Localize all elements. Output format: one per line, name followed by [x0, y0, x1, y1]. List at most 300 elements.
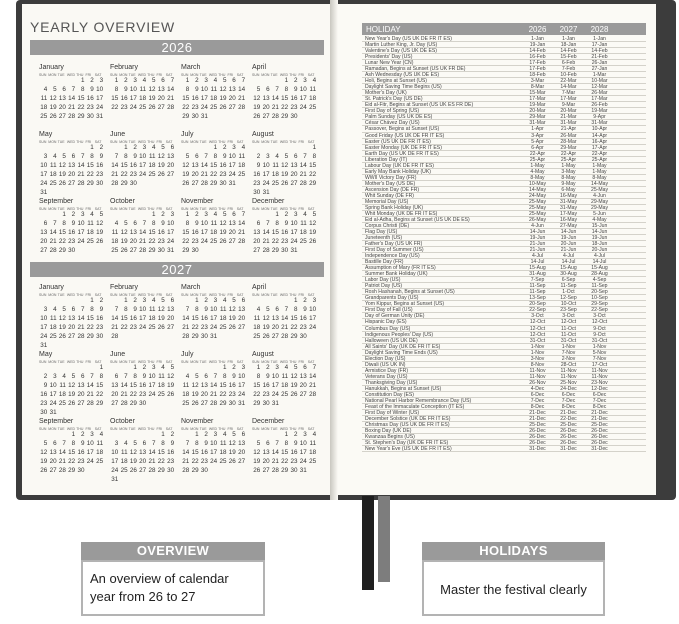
holiday-date: 1-Jan [593, 36, 606, 42]
holiday-name: Passover, Begins at Sunset (US) [365, 126, 440, 132]
holiday-date: 1-Jan [531, 36, 544, 42]
day-number: 15 [86, 315, 94, 322]
day-number: 6 [204, 373, 208, 380]
day-number: 19 [290, 382, 298, 389]
holiday-date: 6-Dec [530, 391, 545, 398]
day-number: 20 [49, 458, 57, 465]
holiday-date: 1-Mar [592, 72, 607, 79]
day-number: 14 [167, 86, 175, 93]
day-number: 22 [120, 171, 128, 178]
day-number: 17 [200, 229, 208, 236]
day-number: 8 [124, 306, 128, 313]
holiday-name: Holi, Begins at Sunset (US) [365, 78, 428, 84]
weekday-label: SAT [236, 73, 244, 77]
blank-day [67, 364, 76, 373]
day-number: 18 [309, 95, 317, 102]
day-number: 10 [139, 306, 147, 313]
day-number: 4 [161, 364, 165, 371]
day-number: 26 [96, 238, 104, 245]
day-number: 29 [182, 247, 190, 254]
holiday-name: Good Friday (US UK DE FR IT ES) [365, 132, 445, 138]
day-number: 13 [58, 95, 66, 102]
day-number: 25 [253, 333, 261, 340]
weekday-label: SAT [236, 293, 244, 297]
holiday-date: 14-May [529, 186, 546, 193]
day-number: 23 [200, 324, 208, 331]
day-number: 1 [284, 431, 289, 438]
weekday-label: SUN [39, 360, 47, 364]
day-number: 23 [86, 104, 94, 111]
day-number: 22 [253, 391, 261, 398]
holiday-date: 26-Dec [529, 434, 546, 441]
holiday-date: 20-Mar [529, 108, 546, 115]
holiday-date: 29-Sep [591, 301, 608, 308]
day-number: 17 [40, 324, 48, 331]
weekday-label: SUN [181, 73, 189, 77]
day-number: 18 [120, 458, 128, 465]
month-name: April [252, 284, 267, 291]
day-number: 5 [71, 373, 76, 380]
day-number: 19 [219, 229, 227, 236]
weekday-label: THU [147, 73, 155, 77]
holiday-date: 1-May [592, 162, 607, 169]
holiday-name: Daylight Saving Time Ends (US) [365, 349, 438, 355]
day-number: 23 [290, 104, 298, 111]
day-number: 8 [90, 153, 94, 160]
day-number: 13 [68, 162, 76, 169]
day-number: 16 [167, 449, 175, 456]
holiday-date: 12-Sep [560, 295, 577, 302]
holiday-date: 19-Jun [560, 235, 577, 242]
holiday-date: 1-Nov [530, 349, 545, 356]
day-number: 30 [200, 467, 208, 474]
day-number: 1 [256, 364, 261, 371]
day-number: 6 [161, 77, 165, 84]
day-number: 12 [253, 449, 261, 456]
weekday-label: SAT [307, 207, 315, 211]
holiday-date: 11-Nov [560, 373, 577, 380]
day-number: 30 [299, 333, 307, 340]
day-number: 1 [275, 211, 279, 218]
day-number: 25 [49, 333, 57, 340]
day-number: 22 [68, 458, 76, 465]
holiday-name: Independence Day (US) [365, 253, 420, 259]
day-number: 25 [219, 324, 227, 331]
holiday-name: Yom Kippur, Begins at Sunset (US) [365, 301, 445, 307]
holiday-date: 11-Nov [529, 373, 546, 380]
day-number: 15 [120, 162, 128, 169]
day-grid [181, 77, 251, 122]
day-number: 9 [142, 373, 147, 380]
weekday-label: MON [190, 427, 199, 431]
day-number: 24 [139, 171, 147, 178]
month-name: December [252, 418, 285, 425]
holiday-date: 26-Dec [529, 428, 546, 435]
weekday-label: WED [208, 73, 218, 77]
day-number: 26 [157, 324, 165, 331]
day-number: 13 [68, 315, 76, 322]
day-number: 30 [290, 467, 298, 474]
weekday-label: MON [119, 293, 128, 297]
day-number: 6 [62, 86, 66, 93]
day-number: 6 [43, 220, 48, 227]
day-number: 28 [139, 247, 147, 254]
blank-day [67, 77, 76, 86]
holiday-date: 1-Jan [562, 36, 575, 42]
holiday-date: 31-May [560, 198, 577, 205]
day-number: 22 [182, 104, 190, 111]
day-number: 26 [228, 458, 236, 465]
holiday-name: Labour Day (UK DE FR IT ES) [365, 162, 434, 168]
year-band-2026: 2026 [30, 40, 324, 55]
holiday-date: 7-Feb [561, 66, 576, 73]
day-number: 31 [228, 180, 236, 187]
day-number: 22 [111, 104, 119, 111]
holiday-name: Whit Monday (UK DE FR IT ES) [365, 210, 438, 216]
holiday-date: 27-May [560, 222, 577, 229]
holiday-date: 15-Mar [529, 90, 546, 97]
day-number: 4 [53, 153, 57, 160]
day-number: 5 [43, 440, 48, 447]
day-number: 22 [120, 324, 128, 331]
holiday-date: 5-Jun [593, 210, 606, 217]
day-number: 13 [139, 449, 147, 456]
day-number: 11 [309, 440, 317, 447]
holiday-date: 8-May [561, 174, 576, 181]
day-number: 28 [77, 333, 85, 340]
day-number: 28 [49, 247, 57, 254]
day-number: 20 [290, 171, 298, 178]
day-number: 23 [129, 171, 137, 178]
day-number: 18 [219, 449, 227, 456]
day-number: 13 [262, 449, 270, 456]
day-grid [39, 297, 109, 351]
day-number: 9 [204, 440, 208, 447]
day-number: 8 [312, 153, 317, 160]
day-number: 7 [284, 306, 289, 313]
day-number: 12 [281, 162, 289, 169]
holiday-date: 4-Jul [593, 253, 606, 260]
holiday-date: 22-Sep [591, 307, 608, 314]
day-number: 5 [222, 211, 227, 218]
day-number: 4 [90, 211, 94, 218]
holiday-date: 14-Apr [591, 132, 608, 139]
day-number: 13 [299, 373, 307, 380]
holiday-date: 25-Nov [560, 379, 577, 386]
holiday-date: 12-Oct [529, 319, 546, 326]
day-number: 7 [114, 306, 119, 313]
day-number: 1 [80, 77, 85, 84]
day-number: 19 [148, 95, 156, 102]
month-block [110, 351, 180, 418]
page-gutter [330, 0, 338, 500]
day-grid [181, 211, 251, 256]
day-number: 1 [124, 297, 128, 304]
day-number: 13 [290, 162, 298, 169]
day-number: 28 [182, 467, 190, 474]
day-number: 27 [262, 113, 270, 120]
day-number: 10 [111, 449, 119, 456]
day-number: 24 [49, 400, 57, 407]
holiday-date: 17-Mar [560, 96, 577, 103]
day-number: 29 [191, 333, 199, 340]
day-number: 7 [275, 440, 279, 447]
month-block [110, 64, 180, 131]
day-number: 5 [256, 440, 261, 447]
month-name: March [181, 284, 201, 291]
month-block [110, 284, 180, 351]
day-number: 12 [40, 449, 48, 456]
holiday-date: 18-Jun [591, 241, 608, 248]
weekday-label: SAT [236, 207, 244, 211]
day-number: 30 [96, 333, 104, 340]
day-number: 21 [309, 382, 317, 389]
day-number: 27 [68, 180, 76, 187]
blank-day [39, 297, 48, 306]
day-number: 22 [182, 238, 190, 245]
day-number: 11 [309, 86, 317, 93]
day-number: 10 [200, 220, 208, 227]
weekday-label: FRI [227, 293, 234, 297]
day-number: 18 [40, 104, 48, 111]
holiday-name: Early May Bank Holiday (UK) [365, 168, 431, 174]
day-number: 16 [290, 95, 298, 102]
holiday-name: Palm Sunday (US UK DE ES) [365, 114, 433, 120]
day-number: 13 [228, 220, 236, 227]
day-number: 21 [238, 229, 246, 236]
day-number: 19 [58, 324, 66, 331]
weekday-label: FRI [85, 360, 92, 364]
day-number: 18 [111, 238, 119, 245]
day-number: 12 [49, 95, 57, 102]
blank-day [252, 211, 261, 220]
blank-day [76, 364, 85, 373]
day-number: 4 [213, 77, 218, 84]
blank-day [280, 144, 289, 153]
day-number: 8 [124, 153, 128, 160]
weekday-label: SUN [252, 140, 260, 144]
day-number: 31 [299, 467, 307, 474]
day-number: 27 [157, 104, 165, 111]
day-number: 1 [195, 297, 199, 304]
holiday-name: Easter (US UK DE FR IT ES) [365, 138, 431, 144]
day-number: 16 [139, 382, 147, 389]
holiday-name: Summer Bank Holiday (UK) [365, 271, 428, 277]
day-grid [110, 77, 180, 113]
holiday-date: 17-May [560, 210, 577, 217]
day-number: 8 [256, 373, 261, 380]
holiday-name: Flag Day (US) [365, 229, 398, 235]
day-number: 7 [312, 364, 317, 371]
weekday-label: TUE [270, 207, 278, 211]
day-number: 3 [303, 431, 307, 438]
day-number: 20 [58, 104, 66, 111]
holiday-name: Halloween (US UK DE) [365, 337, 418, 343]
blank-day [261, 144, 270, 153]
blank-day [190, 144, 199, 153]
day-number: 16 [120, 95, 128, 102]
day-number: 26 [253, 113, 261, 120]
blank-day [181, 297, 190, 306]
blank-day [39, 364, 48, 373]
holidays-caption: Master the festival clearly [422, 560, 605, 616]
day-number: 15 [148, 229, 156, 236]
day-number: 11 [40, 95, 48, 102]
day-number: 22 [290, 324, 298, 331]
weekday-label: TUE [57, 427, 65, 431]
day-number: 14 [111, 162, 119, 169]
day-number: 8 [71, 440, 76, 447]
weekday-label: THU [218, 140, 226, 144]
day-number: 11 [253, 315, 261, 322]
weekday-label: MON [119, 73, 128, 77]
holiday-date: 16-May [560, 216, 577, 223]
day-number: 4 [241, 144, 246, 151]
day-number: 13 [191, 162, 199, 169]
day-number: 13 [167, 306, 175, 313]
weekday-label: MON [48, 293, 57, 297]
day-number: 18 [210, 95, 218, 102]
day-number: 12 [219, 86, 227, 93]
weekday-label: TUE [270, 73, 278, 77]
holiday-name: Father's Day (US UK FR) [365, 241, 423, 247]
weekday-label: WED [279, 293, 289, 297]
day-number: 11 [111, 229, 119, 236]
day-number: 24 [228, 171, 236, 178]
day-number: 22 [219, 391, 227, 398]
day-number: 28 [309, 391, 317, 398]
day-number: 10 [299, 86, 307, 93]
day-number: 7 [204, 153, 208, 160]
day-number: 17 [309, 315, 317, 322]
holiday-date: 24-Dec [560, 385, 577, 392]
holiday-date: 26-Feb [591, 102, 608, 109]
day-number: 9 [71, 220, 76, 227]
holiday-date: 17-Feb [529, 60, 546, 67]
blank-day [271, 431, 280, 440]
holiday-name: Hanukkah, Begins at Sunset (US) [365, 385, 442, 391]
day-number: 25 [299, 238, 307, 245]
weekday-label: WED [137, 140, 147, 144]
day-number: 10 [210, 306, 218, 313]
holiday-date: 8-Nov [530, 361, 545, 368]
holiday-date: 10-Sep [591, 295, 608, 302]
day-number: 6 [241, 431, 246, 438]
holiday-name: Eid al-Fitr, Begins at Sunset (US UK ES FR DE) [365, 102, 474, 108]
day-number: 13 [111, 382, 119, 389]
holiday-date: 3-Apr [531, 132, 544, 139]
weekday-label: SUN [252, 293, 260, 297]
day-number: 15 [182, 95, 190, 102]
day-number: 19 [129, 458, 137, 465]
holiday-date: 1-May [530, 162, 545, 169]
blank-day [76, 144, 85, 153]
day-number: 3 [99, 77, 104, 84]
day-number: 22 [129, 391, 137, 398]
month-name: September [39, 418, 74, 425]
day-number: 12 [157, 153, 165, 160]
day-number: 28 [210, 400, 218, 407]
day-number: 7 [142, 220, 147, 227]
day-number: 3 [293, 211, 298, 218]
day-number: 22 [281, 458, 289, 465]
day-number: 18 [139, 95, 147, 102]
holiday-date: 14-Jul [592, 259, 607, 266]
holiday-date: 20-Sep [529, 301, 546, 308]
weekday-label: FRI [298, 207, 305, 211]
holiday-date: 19-Mar [529, 102, 546, 109]
blank-day [58, 144, 67, 153]
day-number: 6 [53, 440, 57, 447]
day-grid [39, 364, 109, 418]
day-number: 27 [191, 180, 199, 187]
day-number: 10 [40, 315, 48, 322]
day-number: 14 [200, 162, 208, 169]
holiday-date: 11-Sep [529, 283, 546, 290]
holiday-date: 31-Oct [529, 337, 546, 344]
day-number: 19 [182, 171, 190, 178]
day-number: 24 [167, 238, 175, 245]
weekday-label: WED [66, 427, 76, 431]
day-number: 30 [40, 409, 48, 416]
month-name: May [39, 351, 53, 358]
day-number: 2 [170, 431, 175, 438]
holiday-date: 16-May [560, 192, 577, 199]
month-block [110, 131, 180, 198]
day-number: 19 [281, 171, 289, 178]
day-number: 24 [111, 467, 119, 474]
day-number: 4 [53, 306, 57, 313]
holiday-date: 25-Dec [529, 422, 546, 428]
day-number: 15 [129, 382, 137, 389]
day-number: 27 [238, 458, 246, 465]
day-number: 8 [222, 373, 227, 380]
holiday-date: 21-Dec [591, 415, 608, 422]
day-number: 19 [157, 162, 165, 169]
weekday-label: TUE [57, 140, 65, 144]
day-number: 22 [191, 324, 199, 331]
weekday-label: MON [119, 140, 128, 144]
day-grid [252, 364, 322, 409]
holiday-name: Mother's Day (US DE) [365, 180, 416, 186]
day-number: 19 [262, 324, 270, 331]
weekday-label: MON [261, 207, 270, 211]
day-number: 9 [303, 306, 307, 313]
day-number: 15 [86, 162, 94, 169]
weekday-label: FRI [227, 140, 234, 144]
day-number: 7 [303, 153, 307, 160]
day-number: 23 [191, 104, 199, 111]
day-number: 6 [241, 297, 246, 304]
month-name: July [181, 131, 194, 138]
day-number: 29 [77, 113, 85, 120]
weekday-label: SUN [110, 140, 118, 144]
day-number: 21 [86, 391, 94, 398]
holiday-name: Assumption of Mary (FR IT ES) [365, 265, 436, 271]
weekday-label: SUN [110, 360, 118, 364]
holiday-date: 9-Oct [593, 325, 606, 332]
weekday-label: FRI [298, 360, 305, 364]
day-number: 10 [200, 86, 208, 93]
day-number: 24 [129, 104, 137, 111]
day-number: 10 [86, 440, 94, 447]
day-number: 28 [148, 467, 156, 474]
day-number: 24 [309, 324, 317, 331]
day-number: 5 [62, 306, 66, 313]
day-number: 31 [210, 333, 218, 340]
day-number: 18 [309, 449, 317, 456]
day-number: 14 [139, 229, 147, 236]
